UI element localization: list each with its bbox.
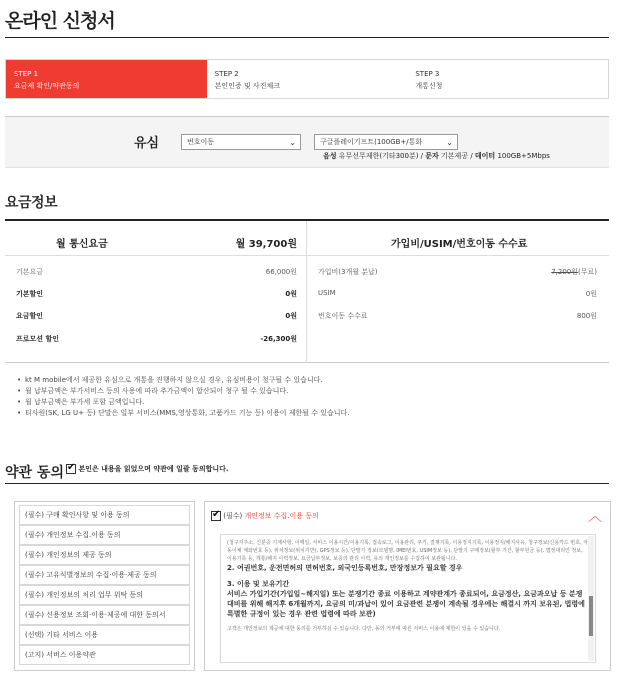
step-1 <box>6 60 207 98</box>
fee-row-value <box>551 267 597 277</box>
join-type-value: 번호이동 <box>187 138 215 146</box>
step-indicator <box>5 59 609 99</box>
terms-detail-panel <box>204 501 611 671</box>
fee-row-value: 800원 <box>576 312 597 320</box>
terms-item[interactable]: (필수) 고유식별정보의 수집·이용·제공 동의 <box>19 565 190 585</box>
fee-row-label: 번호이동 수수료 <box>318 312 368 320</box>
terms-text: 고객은 개인정보의 제공에 대한 동의를 거부하실 수 있습니다. 다만, 동의 거부에 따른 서비스 이용에 제한이 있을 수 있습니다. <box>227 626 501 632</box>
agreement-title: 약관 동의 <box>5 465 64 481</box>
terms-bold-text: 2. 여권번호, 운전면허의 면허번호, 외국인등록번호, 만장정보가 필요할 경우 <box>227 564 463 572</box>
step-number: STEP 3 <box>415 70 440 78</box>
fee-row-label: 기본요금 <box>16 268 44 276</box>
monthly-fee-label: 월 통신요금 <box>56 239 108 250</box>
terms-item[interactable]: (고지) 서비스 이용약관 <box>19 645 190 665</box>
terms-item[interactable]: (필수) 개인정보 수집.이용 동의 <box>19 525 190 545</box>
terms-list <box>14 501 195 671</box>
fee-row-label: 프로모션 할인 <box>16 335 60 343</box>
plan-value: 구글플레이기프트(100GB+/통화 <box>320 138 423 146</box>
terms-item[interactable]: (선택) 기타 서비스 이용 <box>19 625 190 645</box>
divider <box>307 255 609 256</box>
strikethrough-price: 7,200원 <box>551 268 578 276</box>
agree-all-checkbox[interactable] <box>66 464 76 474</box>
fee-row-label: 요금할인 <box>16 312 44 320</box>
scrollbar[interactable] <box>588 536 594 661</box>
fees-title: 가입비/USIM/번호이동 수수료 <box>391 239 528 250</box>
fee-info-title: 요금정보 <box>5 195 58 211</box>
terms-item[interactable]: (필수) 개인정보의 처리 업무 위탁 동의 <box>19 585 190 605</box>
usim-label: 유심 <box>134 136 160 151</box>
chevron-down-icon: ⌄ <box>446 136 453 150</box>
join-type-select[interactable] <box>181 134 301 150</box>
note-item: • 월 납부금액은 부가서비스 등의 사용에 따라 추가금액이 합산되어 청구 될 수 있습니다. <box>17 386 350 397</box>
step-label: 본인인증 및 사진체크 <box>214 82 280 90</box>
note-item: • 티사원(SK, LG U+ 등) 단말은 일부 서비스(MMS,영상통화, 고품카드 기능 등) 이용이 제한될 수 있습니다. <box>17 408 350 419</box>
monthly-fee-value: 월 39,700원 <box>235 239 297 250</box>
terms-detail-title: 개인정보 수집.이용 동의 <box>244 512 319 520</box>
chevron-up-icon[interactable]: ︿ <box>588 509 602 525</box>
fee-row-label: USIM <box>318 289 336 297</box>
divider <box>5 255 306 256</box>
page-title: 온라인 신청서 <box>5 10 115 32</box>
divider <box>5 37 609 38</box>
terms-item[interactable]: (필수) 구매 확인사항 및 이용 동의 <box>19 505 190 525</box>
divider <box>5 483 609 484</box>
terms-item[interactable]: (필수) 신용정보 조회·이용·제공에 대한 동의서 <box>19 605 190 625</box>
plan-spec: 음성 유무선무제한(기타300분) / 문자 기본제공 / 데이터 100GB+5Mbps <box>323 152 550 160</box>
fee-row-label: 기본할인 <box>16 290 44 298</box>
terms-detail-header[interactable] <box>211 511 319 521</box>
terms-bold-text: 3. 이용 및 보유기간 <box>227 580 290 588</box>
notes-list <box>17 375 350 419</box>
step-3 <box>407 60 608 98</box>
agree-all-label: 본인은 내용을 읽었으며 약관에 일괄 동의합니다. <box>78 465 229 473</box>
terms-detail-checkbox[interactable] <box>211 511 221 521</box>
fee-table <box>5 219 609 363</box>
terms-detail-body[interactable] <box>220 534 596 663</box>
step-2 <box>207 60 408 98</box>
scrollbar-thumb[interactable] <box>589 596 593 636</box>
fee-row-value: 66,000원 <box>265 268 297 276</box>
terms-detail-prefix: (필수) <box>223 512 243 520</box>
fee-row-value: -26,300원 <box>260 335 297 343</box>
fees-column <box>307 221 609 363</box>
step-label: 요금제 확인/약관동의 <box>14 82 80 90</box>
terms-item[interactable]: (필수) 개인정보의 제공 동의 <box>19 545 190 565</box>
step-label: 개통신청 <box>415 82 443 90</box>
fee-row-value: 0원 <box>285 312 297 320</box>
fee-row-label: 가입비(3개월 분납) <box>318 268 378 276</box>
note-item: • 월 납부금액은 부가세 포함 금액입니다. <box>17 397 350 408</box>
terms-bold-text: 서비스 가입기간(가입일~해지일) 또는 분쟁기간 종료 이용하고 계약관계가 종료되어, 요금정산, 요금과오납 등 분쟁대비를 위해 해지후 6개월까지, 요금의 미/과납이 있어 요금관련 분쟁이 계속될 경우에는 해결시 까지 보유된, 법령에 특별한 규정이 있는 경우 관련 법령에 따라 보관) <box>227 590 585 618</box>
step-number: STEP 2 <box>214 70 239 78</box>
agree-all[interactable] <box>66 464 229 474</box>
usim-section <box>5 116 609 168</box>
note-item: • kt M mobile에서 제공한 유심으로 개통을 진행하지 않으실 경우, 유심비용이 청구될 수 있습니다. <box>17 375 350 386</box>
plan-select[interactable] <box>314 134 458 150</box>
monthly-fee-column <box>5 221 307 363</box>
step-number: STEP 1 <box>14 70 39 78</box>
free-note: (무료) <box>578 268 597 276</box>
fee-row-value: 0원 <box>585 290 597 298</box>
fee-row-value: 0원 <box>285 290 297 298</box>
chevron-down-icon: ⌄ <box>289 138 296 147</box>
terms-text: (청구지주소, 신분증 기재사항, 이메일, 서비스 이용시간/이용기록, 접속로그, 이용관리, 쿠키, 결제기록, 이용정지기록, 이용정지/해지사유, 청구정보(신용카드 번호, 자동이체 계좌번호 등), 위치정보(위치기반), GPS정보 등), 단말기 정보(모델명, IMEI번호, USIM정보 등), 단말기 구매정보(할부 기간, 할부원금 등), 법정대리인 정보, 이용기록 등, 개통/해지 이력정보, 요금납부정보, 보증의 관리 이력, 유의 개인정보를 수집하여 보관됩니다. <box>227 540 588 562</box>
